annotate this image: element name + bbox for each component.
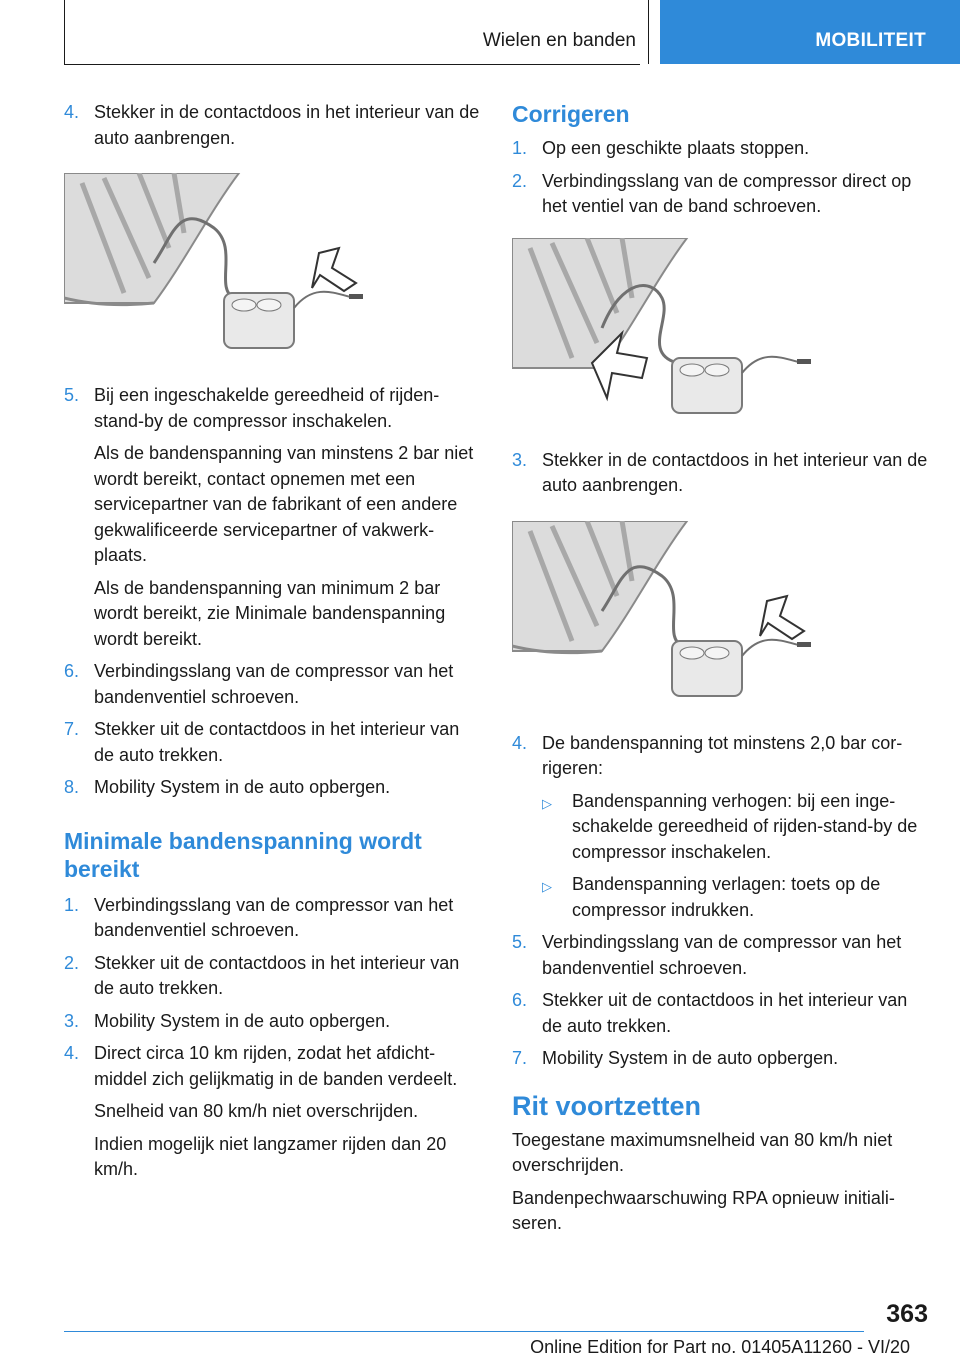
step-number: 1. [64, 894, 80, 915]
bullet-item [512, 872, 928, 923]
step-item [64, 659, 480, 710]
page-number: 363 [886, 1300, 928, 1328]
compressor-plug-illustration-icon [512, 521, 822, 701]
step-item [64, 1009, 480, 1035]
step-text: Op een geschikte plaats stoppen. [542, 138, 810, 158]
section-heading: Minimale bandenspanning wordt bereikt [64, 827, 422, 882]
step-number: 5. [64, 385, 80, 405]
step-number: 2. [512, 170, 528, 191]
step-text: Direct circa 10 km rijden, zodat het afdichtmiddel zich gelijkmatig in de banden verdeelt. [94, 1043, 458, 1089]
step-item [512, 136, 928, 162]
step-item [64, 1041, 480, 1092]
step-list [64, 659, 480, 801]
step-number: 3. [64, 1010, 80, 1031]
step-text: Mobility System in de auto opbergen. [94, 777, 391, 797]
bullet-text: Bandenspanning verhogen: bij een ingeschakelde gereedheid of rijden-stand-by de compressor inschakelen. [572, 790, 918, 862]
step-number: 1. [512, 138, 528, 158]
step-item [512, 988, 928, 1039]
section-heading: Rit voortzetten [512, 1090, 701, 1121]
step-item [512, 448, 928, 499]
triangle-bullet-icon: ▷ [542, 879, 552, 894]
step-item [64, 893, 480, 944]
step-list [64, 893, 480, 1093]
step-number: 7. [64, 719, 80, 739]
step-text: Bij een ingeschakelde gereedheid of rijdenstand-by de compressor inschakelen. [94, 385, 440, 431]
step-number: 4. [512, 732, 528, 753]
header-rule [64, 64, 640, 65]
step-text: Mobility System in de auto opbergen. [542, 1048, 839, 1068]
bullet-item [512, 789, 928, 866]
footer-rule [64, 1331, 864, 1332]
step-number: 4. [64, 102, 80, 122]
header-left-border [64, 0, 65, 64]
section-title: Wielen en banden [482, 30, 636, 51]
step-number: 4. [64, 1043, 80, 1063]
step-number: 7. [512, 1048, 528, 1068]
step-item [512, 169, 928, 220]
step-text: Stekker in de contactdoos in het interieur van de auto aanbrengen. [542, 449, 928, 495]
section-heading: Corrigeren [512, 101, 630, 127]
bullet-text: Bandenspanning verlagen: toets op de compressor indrukken. [572, 874, 881, 920]
step-list [64, 100, 480, 151]
chapter-tab: MOBILITEIT [660, 0, 960, 64]
compressor-valve-illustration-icon [512, 238, 822, 418]
step-note: Als de bandenspanning van minimum 2 bar wordt bereikt, zie Minimale bandenspanning wordt bereikt. [94, 577, 446, 649]
step-text: Verbindingsslang van de compressor van het bandenventiel schroeven. [542, 932, 902, 978]
step-text: Stekker uit de contactdoos in het interieur van de auto trekken. [94, 952, 460, 998]
footer-edition: Online Edition for Part no. 01405A11260 - VI/20 [530, 1337, 910, 1357]
step-list [512, 136, 928, 220]
step-text: Verbindingsslang van de compressor van het bandenventiel schroeven. [94, 894, 454, 940]
step-note: Indien mogelijk niet langzamer rijden dan 20 km/h. [94, 1133, 447, 1179]
step-list [512, 448, 928, 499]
body-paragraph: Toegestane maximumsnelheid van 80 km/h niet overschrijden. [512, 1129, 893, 1175]
step-item [512, 1046, 928, 1072]
header-right-border [648, 0, 649, 64]
step-text: Verbindingsslang van de compressor van het bandenventiel schroeven. [94, 661, 454, 707]
step-text: Mobility System in de auto opbergen. [94, 1010, 391, 1031]
step-number: 5. [512, 932, 528, 952]
step-note: Als de bandenspanning van minstens 2 bar niet wordt bereikt, contact opnemen met een servicepartner van de fabrikant of een andere gekwalificeerde servicepartner of vakwerkplaats. [94, 443, 474, 565]
step-number: 6. [512, 990, 528, 1010]
step-number: 6. [64, 661, 80, 681]
body-paragraph: Bandenpechwaarschuwing RPA opnieuw initialiseren. [512, 1187, 895, 1233]
step-text: Stekker uit de contactdoos in het interieur van de auto trekken. [94, 719, 460, 765]
step-item [64, 951, 480, 1002]
compressor-plug-illustration-icon [64, 173, 374, 353]
right-column [512, 100, 928, 1244]
step-item [64, 775, 480, 801]
step-item [512, 930, 928, 981]
step-number: 2. [64, 952, 80, 973]
step-item [64, 100, 480, 151]
step-item [512, 731, 928, 782]
step-item [64, 717, 480, 768]
step-number: 3. [512, 449, 528, 470]
step-number: 8. [64, 777, 80, 797]
step-text: Stekker in de contactdoos in het interieur van de auto aanbrengen. [94, 102, 480, 148]
step-text: Stekker uit de contactdoos in het interieur van de auto trekken. [542, 990, 908, 1036]
step-note: Snelheid van 80 km/h niet overschrijden. [94, 1101, 419, 1121]
triangle-bullet-icon: ▷ [542, 795, 552, 811]
left-column [64, 100, 480, 1190]
step-item [64, 383, 480, 434]
step-list [512, 930, 928, 1072]
step-text: Verbindingsslang van de compressor direct op het ventiel van de band schroeven. [542, 170, 912, 216]
step-text: De bandenspanning tot minstens 2,0 bar corrigeren: [542, 732, 903, 778]
